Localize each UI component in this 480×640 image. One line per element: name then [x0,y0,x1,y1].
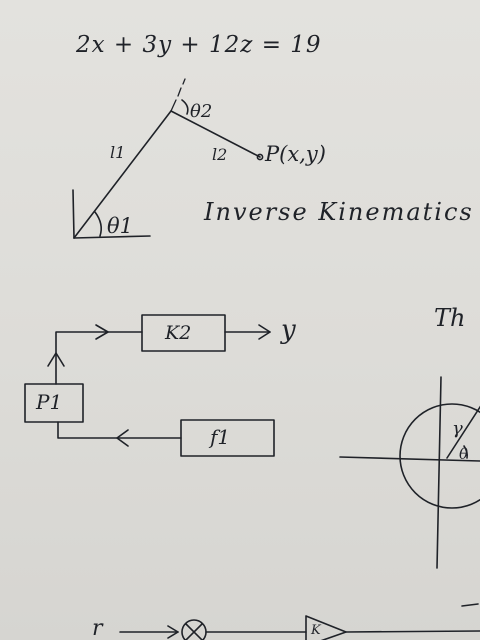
p1-up-wire [56,332,142,384]
bottom-input-label: r [92,616,103,640]
point-label: P(x,y) [265,142,326,166]
equation-text: 2x + 3y + 12z = 19 [76,32,322,58]
theta2-arc [182,100,188,114]
block-k2-label: K2 [165,322,192,344]
link1-label: l1 [110,143,126,162]
bottom-gain-label: K [311,623,321,638]
cut-mark [462,604,478,606]
inverse-kinematics-title: Inverse Kinematics [204,198,474,226]
block-f1-label: f1 [210,425,231,449]
circle-theta-label: θ [459,445,469,463]
unit-circle-sketch [340,377,480,568]
block-diagram-sketch [25,315,274,456]
gamma-label: γ [452,418,463,439]
base-vertical-line [73,190,74,238]
block-p1-label: P1 [36,390,63,414]
summing-cross [186,624,202,640]
cut-heading-text: Th [434,304,466,332]
bottom-partial-sketch [120,604,480,640]
output-y-label: y [281,315,296,345]
theta2-label: θ2 [190,101,213,122]
summing-junction [182,620,206,640]
theta1-arc [95,212,101,236]
theta1-label: θ1 [107,214,134,238]
joint-extension-dashes [171,79,185,111]
gain-output-line [346,631,480,632]
link2-label: l2 [212,145,228,164]
